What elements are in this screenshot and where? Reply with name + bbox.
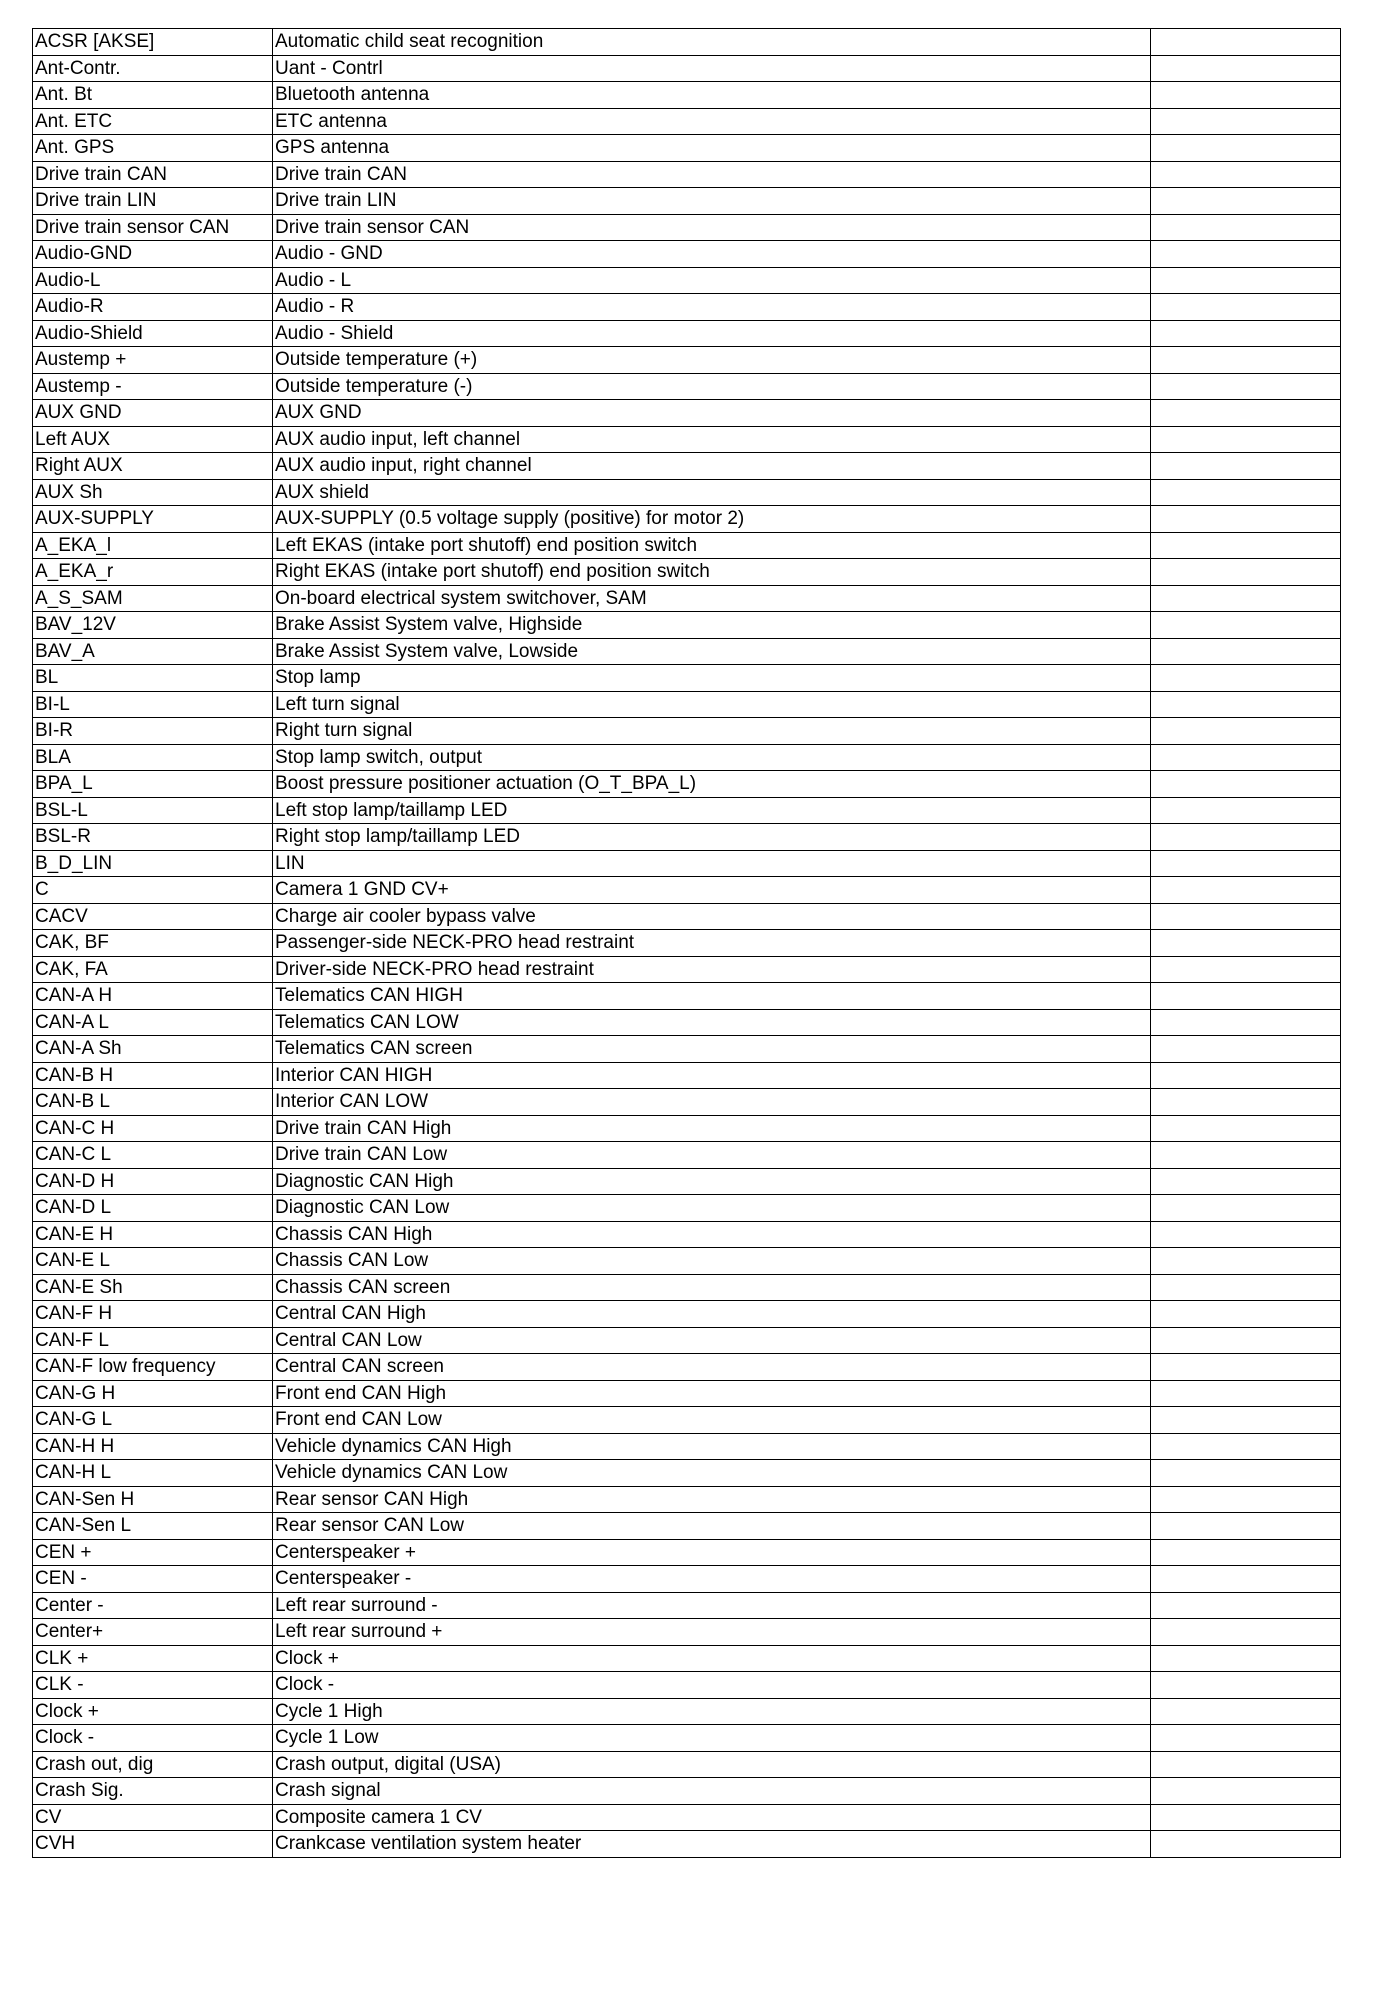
notes-cell [1151, 1433, 1341, 1460]
description-cell: Automatic child seat recognition [273, 29, 1151, 56]
abbreviation-cell: CAN-E H [33, 1221, 273, 1248]
description-cell: Chassis CAN High [273, 1221, 1151, 1248]
notes-cell [1151, 1407, 1341, 1434]
description-cell: Right EKAS (intake port shutoff) end position switch [273, 559, 1151, 586]
notes-cell [1151, 400, 1341, 427]
abbreviation-cell: BAV_12V [33, 612, 273, 639]
notes-cell [1151, 1274, 1341, 1301]
description-cell: Stop lamp switch, output [273, 744, 1151, 771]
abbreviation-cell: CAN-F L [33, 1327, 273, 1354]
abbreviation-cell: CLK - [33, 1672, 273, 1699]
abbreviation-cell: CAN-H L [33, 1460, 273, 1487]
abbreviation-cell: Audio-R [33, 294, 273, 321]
notes-cell [1151, 1778, 1341, 1805]
table-row [33, 1089, 1341, 1116]
abbreviation-cell: ACSR [AKSE] [33, 29, 273, 56]
abbreviation-cell: AUX-SUPPLY [33, 506, 273, 533]
abbreviation-cell: Austemp - [33, 373, 273, 400]
description-cell: LIN [273, 850, 1151, 877]
table-row [33, 347, 1341, 374]
abbreviation-cell: Center - [33, 1592, 273, 1619]
table-row [33, 1142, 1341, 1169]
description-cell: Audio - R [273, 294, 1151, 321]
table-row [33, 1698, 1341, 1725]
abbreviation-cell: CLK + [33, 1645, 273, 1672]
notes-cell [1151, 214, 1341, 241]
notes-cell [1151, 1725, 1341, 1752]
abbreviation-cell: BAV_A [33, 638, 273, 665]
description-cell: Interior CAN LOW [273, 1089, 1151, 1116]
description-cell: On-board electrical system switchover, SAM [273, 585, 1151, 612]
notes-cell [1151, 1486, 1341, 1513]
table-row [33, 29, 1341, 56]
notes-cell [1151, 1115, 1341, 1142]
abbreviation-cell: Ant-Contr. [33, 55, 273, 82]
notes-cell [1151, 1195, 1341, 1222]
abbreviation-table [32, 28, 1341, 1858]
notes-cell [1151, 1672, 1341, 1699]
notes-cell [1151, 1804, 1341, 1831]
table-row [33, 559, 1341, 586]
description-cell: Drive train CAN High [273, 1115, 1151, 1142]
table-row [33, 108, 1341, 135]
table-row [33, 744, 1341, 771]
table-row [33, 1778, 1341, 1805]
abbreviation-cell: CAN-G L [33, 1407, 273, 1434]
notes-cell [1151, 1566, 1341, 1593]
description-cell: Rear sensor CAN High [273, 1486, 1151, 1513]
abbreviation-cell: Right AUX [33, 453, 273, 480]
abbreviation-table-body [33, 29, 1341, 1858]
table-row [33, 426, 1341, 453]
notes-cell [1151, 1513, 1341, 1540]
abbreviation-cell: CAN-E L [33, 1248, 273, 1275]
table-row [33, 1513, 1341, 1540]
table-row [33, 585, 1341, 612]
abbreviation-cell: CAN-A Sh [33, 1036, 273, 1063]
table-row [33, 294, 1341, 321]
abbreviation-cell: CAN-D L [33, 1195, 273, 1222]
notes-cell [1151, 983, 1341, 1010]
abbreviation-cell: CACV [33, 903, 273, 930]
description-cell: Diagnostic CAN Low [273, 1195, 1151, 1222]
notes-cell [1151, 1301, 1341, 1328]
notes-cell [1151, 1142, 1341, 1169]
abbreviation-cell: CAN-A L [33, 1009, 273, 1036]
abbreviation-cell: CAN-A H [33, 983, 273, 1010]
notes-cell [1151, 532, 1341, 559]
abbreviation-cell: CAK, FA [33, 956, 273, 983]
table-row [33, 1115, 1341, 1142]
description-cell: Composite camera 1 CV [273, 1804, 1151, 1831]
table-row [33, 1725, 1341, 1752]
description-cell: Charge air cooler bypass valve [273, 903, 1151, 930]
abbreviation-cell: CV [33, 1804, 273, 1831]
description-cell: Rear sensor CAN Low [273, 1513, 1151, 1540]
description-cell: Chassis CAN Low [273, 1248, 1151, 1275]
abbreviation-cell: Crash Sig. [33, 1778, 273, 1805]
description-cell: Crash output, digital (USA) [273, 1751, 1151, 1778]
notes-cell [1151, 1831, 1341, 1858]
abbreviation-cell: CAN-G H [33, 1380, 273, 1407]
table-row [33, 1327, 1341, 1354]
notes-cell [1151, 930, 1341, 957]
abbreviation-cell: BI-R [33, 718, 273, 745]
notes-cell [1151, 188, 1341, 215]
abbreviation-cell: CAN-C H [33, 1115, 273, 1142]
abbreviation-cell: CAN-Sen H [33, 1486, 273, 1513]
notes-cell [1151, 1380, 1341, 1407]
description-cell: ETC antenna [273, 108, 1151, 135]
notes-cell [1151, 850, 1341, 877]
notes-cell [1151, 1354, 1341, 1381]
table-row [33, 797, 1341, 824]
notes-cell [1151, 373, 1341, 400]
table-row [33, 1009, 1341, 1036]
description-cell: Cycle 1 High [273, 1698, 1151, 1725]
description-cell: Clock + [273, 1645, 1151, 1672]
abbreviation-cell: Ant. Bt [33, 82, 273, 109]
description-cell: Camera 1 GND CV+ [273, 877, 1151, 904]
table-row [33, 718, 1341, 745]
notes-cell [1151, 903, 1341, 930]
abbreviation-cell: CAN-C L [33, 1142, 273, 1169]
notes-cell [1151, 347, 1341, 374]
table-row [33, 1460, 1341, 1487]
description-cell: GPS antenna [273, 135, 1151, 162]
abbreviation-cell: Drive train CAN [33, 161, 273, 188]
description-cell: Bluetooth antenna [273, 82, 1151, 109]
description-cell: Drive train sensor CAN [273, 214, 1151, 241]
notes-cell [1151, 585, 1341, 612]
notes-cell [1151, 453, 1341, 480]
notes-cell [1151, 135, 1341, 162]
notes-cell [1151, 877, 1341, 904]
abbreviation-cell: BSL-R [33, 824, 273, 851]
notes-cell [1151, 559, 1341, 586]
notes-cell [1151, 1009, 1341, 1036]
table-row [33, 55, 1341, 82]
table-row [33, 1619, 1341, 1646]
abbreviation-cell: Audio-L [33, 267, 273, 294]
description-cell: Diagnostic CAN High [273, 1168, 1151, 1195]
abbreviation-cell: CAN-H H [33, 1433, 273, 1460]
abbreviation-cell: Clock + [33, 1698, 273, 1725]
table-row [33, 1248, 1341, 1275]
notes-cell [1151, 744, 1341, 771]
abbreviation-cell: BL [33, 665, 273, 692]
table-row [33, 956, 1341, 983]
description-cell: Left EKAS (intake port shutoff) end position switch [273, 532, 1151, 559]
description-cell: Telematics CAN screen [273, 1036, 1151, 1063]
description-cell: Clock - [273, 1672, 1151, 1699]
description-cell: Front end CAN High [273, 1380, 1151, 1407]
notes-cell [1151, 1619, 1341, 1646]
description-cell: Drive train CAN Low [273, 1142, 1151, 1169]
table-row [33, 241, 1341, 268]
abbreviation-cell: CAN-F H [33, 1301, 273, 1328]
table-row [33, 161, 1341, 188]
notes-cell [1151, 161, 1341, 188]
notes-cell [1151, 294, 1341, 321]
description-cell: Right turn signal [273, 718, 1151, 745]
table-row [33, 638, 1341, 665]
notes-cell [1151, 506, 1341, 533]
table-row [33, 1672, 1341, 1699]
notes-cell [1151, 241, 1341, 268]
table-row [33, 930, 1341, 957]
table-row [33, 1354, 1341, 1381]
table-row [33, 1036, 1341, 1063]
notes-cell [1151, 82, 1341, 109]
notes-cell [1151, 108, 1341, 135]
table-row [33, 267, 1341, 294]
table-row [33, 532, 1341, 559]
notes-cell [1151, 1168, 1341, 1195]
table-row [33, 373, 1341, 400]
notes-cell [1151, 1539, 1341, 1566]
table-row [33, 877, 1341, 904]
notes-cell [1151, 1592, 1341, 1619]
table-row [33, 1274, 1341, 1301]
notes-cell [1151, 1221, 1341, 1248]
table-row [33, 1195, 1341, 1222]
table-row [33, 983, 1341, 1010]
description-cell: Left turn signal [273, 691, 1151, 718]
abbreviation-cell: BPA_L [33, 771, 273, 798]
abbreviation-cell: B_D_LIN [33, 850, 273, 877]
notes-cell [1151, 1327, 1341, 1354]
description-cell: Drive train CAN [273, 161, 1151, 188]
abbreviation-cell: CVH [33, 1831, 273, 1858]
description-cell: AUX-SUPPLY (0.5 voltage supply (positive) for motor 2) [273, 506, 1151, 533]
table-row [33, 82, 1341, 109]
description-cell: Vehicle dynamics CAN High [273, 1433, 1151, 1460]
table-row [33, 188, 1341, 215]
description-cell: Telematics CAN LOW [273, 1009, 1151, 1036]
notes-cell [1151, 638, 1341, 665]
notes-cell [1151, 267, 1341, 294]
table-row [33, 850, 1341, 877]
abbreviation-cell: CEN + [33, 1539, 273, 1566]
notes-cell [1151, 426, 1341, 453]
table-row [33, 1221, 1341, 1248]
abbreviation-cell: Audio-Shield [33, 320, 273, 347]
abbreviation-cell: CAN-F low frequency [33, 1354, 273, 1381]
table-row [33, 1751, 1341, 1778]
table-row [33, 771, 1341, 798]
abbreviation-cell: CAN-E Sh [33, 1274, 273, 1301]
description-cell: AUX audio input, left channel [273, 426, 1151, 453]
abbreviation-cell: Clock - [33, 1725, 273, 1752]
abbreviation-cell: A_EKA_r [33, 559, 273, 586]
notes-cell [1151, 824, 1341, 851]
abbreviation-cell: Drive train LIN [33, 188, 273, 215]
notes-cell [1151, 1089, 1341, 1116]
description-cell: Audio - Shield [273, 320, 1151, 347]
table-row [33, 1592, 1341, 1619]
abbreviation-cell: Ant. GPS [33, 135, 273, 162]
description-cell: Centerspeaker - [273, 1566, 1151, 1593]
table-row [33, 1168, 1341, 1195]
table-row [33, 1804, 1341, 1831]
notes-cell [1151, 1248, 1341, 1275]
table-row [33, 665, 1341, 692]
abbreviation-cell: C [33, 877, 273, 904]
description-cell: Chassis CAN screen [273, 1274, 1151, 1301]
abbreviation-cell: Audio-GND [33, 241, 273, 268]
table-row [33, 135, 1341, 162]
description-cell: Central CAN screen [273, 1354, 1151, 1381]
table-row [33, 1566, 1341, 1593]
description-cell: AUX audio input, right channel [273, 453, 1151, 480]
abbreviation-cell: BI-L [33, 691, 273, 718]
description-cell: Centerspeaker + [273, 1539, 1151, 1566]
description-cell: Crash signal [273, 1778, 1151, 1805]
notes-cell [1151, 1751, 1341, 1778]
notes-cell [1151, 29, 1341, 56]
description-cell: Central CAN High [273, 1301, 1151, 1328]
abbreviation-cell: AUX GND [33, 400, 273, 427]
description-cell: Interior CAN HIGH [273, 1062, 1151, 1089]
description-cell: Right stop lamp/taillamp LED [273, 824, 1151, 851]
description-cell: Left rear surround + [273, 1619, 1151, 1646]
notes-cell [1151, 718, 1341, 745]
table-row [33, 479, 1341, 506]
description-cell: Stop lamp [273, 665, 1151, 692]
table-row [33, 506, 1341, 533]
table-row [33, 1539, 1341, 1566]
abbreviation-cell: Left AUX [33, 426, 273, 453]
abbreviation-cell: BSL-L [33, 797, 273, 824]
abbreviation-cell: AUX Sh [33, 479, 273, 506]
description-cell: Left stop lamp/taillamp LED [273, 797, 1151, 824]
description-cell: Outside temperature (-) [273, 373, 1151, 400]
abbreviation-cell: A_S_SAM [33, 585, 273, 612]
description-cell: AUX shield [273, 479, 1151, 506]
table-row [33, 824, 1341, 851]
abbreviation-cell: Austemp + [33, 347, 273, 374]
table-row [33, 400, 1341, 427]
table-row [33, 1486, 1341, 1513]
table-row [33, 612, 1341, 639]
notes-cell [1151, 55, 1341, 82]
notes-cell [1151, 1645, 1341, 1672]
notes-cell [1151, 665, 1341, 692]
description-cell: Left rear surround - [273, 1592, 1151, 1619]
notes-cell [1151, 691, 1341, 718]
abbreviation-cell: Ant. ETC [33, 108, 273, 135]
table-row [33, 1645, 1341, 1672]
abbreviation-cell: BLA [33, 744, 273, 771]
table-row [33, 1407, 1341, 1434]
table-row [33, 1380, 1341, 1407]
description-cell: Central CAN Low [273, 1327, 1151, 1354]
description-cell: Audio - GND [273, 241, 1151, 268]
table-row [33, 320, 1341, 347]
abbreviation-cell: CEN - [33, 1566, 273, 1593]
table-row [33, 903, 1341, 930]
description-cell: Front end CAN Low [273, 1407, 1151, 1434]
abbreviation-cell: CAK, BF [33, 930, 273, 957]
description-cell: Audio - L [273, 267, 1151, 294]
table-row [33, 691, 1341, 718]
notes-cell [1151, 771, 1341, 798]
description-cell: Boost pressure positioner actuation (O_T_BPA_L) [273, 771, 1151, 798]
abbreviation-cell: Crash out, dig [33, 1751, 273, 1778]
table-row [33, 214, 1341, 241]
notes-cell [1151, 1460, 1341, 1487]
description-cell: Brake Assist System valve, Lowside [273, 638, 1151, 665]
abbreviation-cell: CAN-D H [33, 1168, 273, 1195]
table-row [33, 1301, 1341, 1328]
description-cell: Outside temperature (+) [273, 347, 1151, 374]
notes-cell [1151, 479, 1341, 506]
table-row [33, 453, 1341, 480]
table-row [33, 1062, 1341, 1089]
description-cell: Passenger-side NECK-PRO head restraint [273, 930, 1151, 957]
abbreviation-cell: CAN-B H [33, 1062, 273, 1089]
description-cell: AUX GND [273, 400, 1151, 427]
description-cell: Brake Assist System valve, Highside [273, 612, 1151, 639]
description-cell: Cycle 1 Low [273, 1725, 1151, 1752]
table-row [33, 1433, 1341, 1460]
description-cell: Telematics CAN HIGH [273, 983, 1151, 1010]
description-cell: Uant - Contrl [273, 55, 1151, 82]
abbreviation-cell: Center+ [33, 1619, 273, 1646]
notes-cell [1151, 1062, 1341, 1089]
notes-cell [1151, 797, 1341, 824]
notes-cell [1151, 956, 1341, 983]
abbreviation-cell: A_EKA_l [33, 532, 273, 559]
description-cell: Vehicle dynamics CAN Low [273, 1460, 1151, 1487]
abbreviation-cell: CAN-Sen L [33, 1513, 273, 1540]
notes-cell [1151, 1698, 1341, 1725]
notes-cell [1151, 320, 1341, 347]
notes-cell [1151, 612, 1341, 639]
description-cell: Drive train LIN [273, 188, 1151, 215]
notes-cell [1151, 1036, 1341, 1063]
description-cell: Crankcase ventilation system heater [273, 1831, 1151, 1858]
table-row [33, 1831, 1341, 1858]
abbreviation-cell: Drive train sensor CAN [33, 214, 273, 241]
abbreviation-cell: CAN-B L [33, 1089, 273, 1116]
description-cell: Driver-side NECK-PRO head restraint [273, 956, 1151, 983]
